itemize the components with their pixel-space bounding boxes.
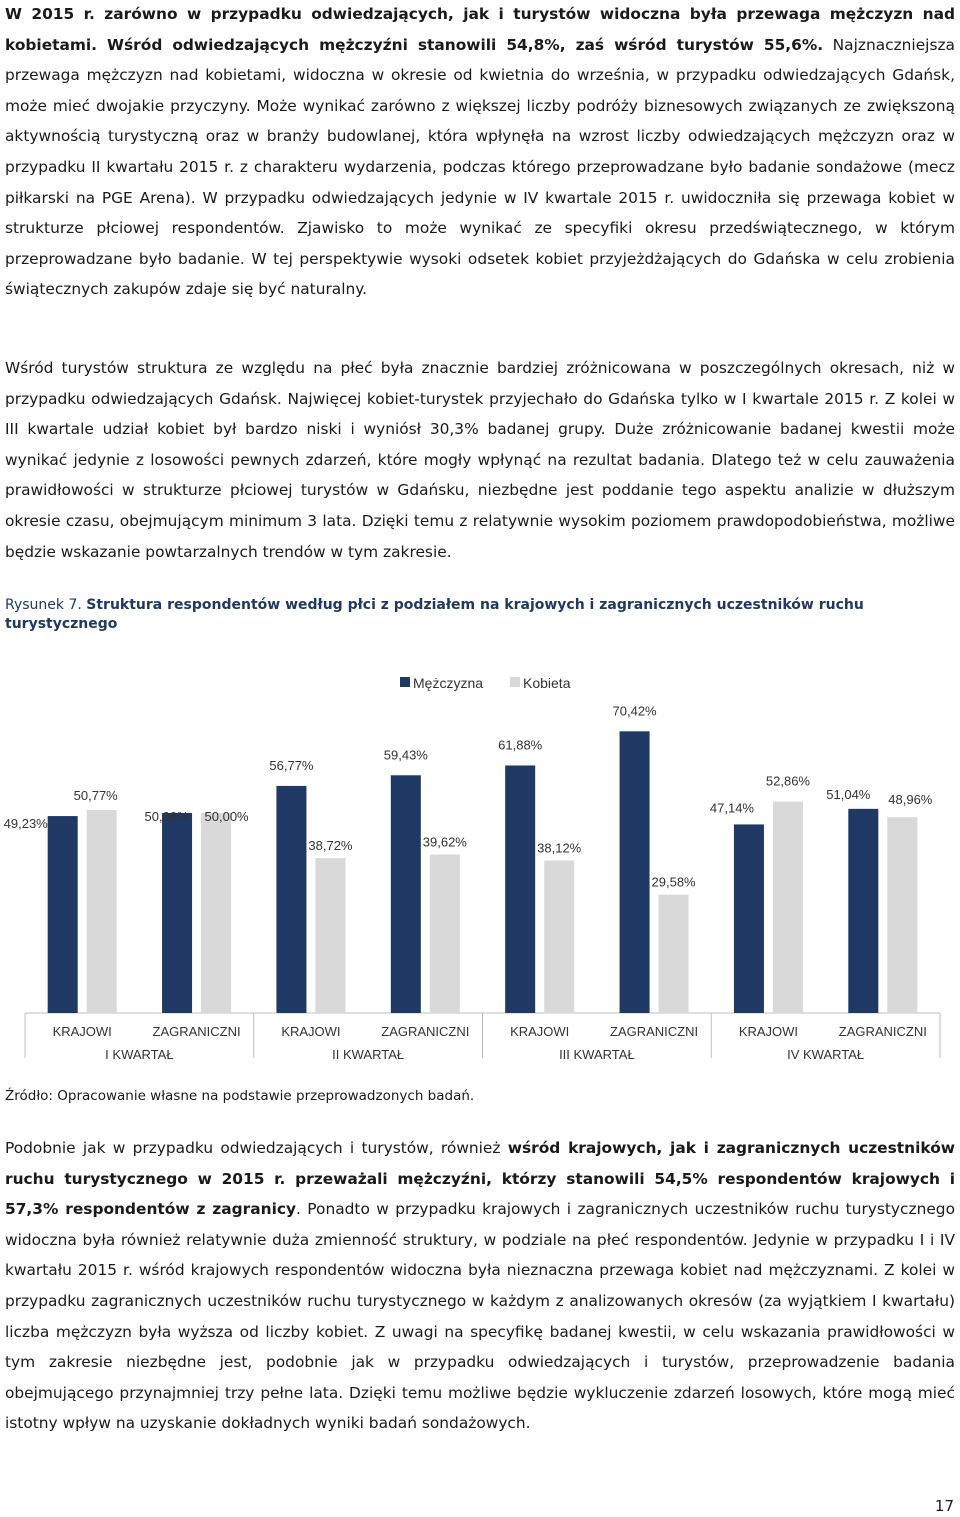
data-label-mezczyzna-3: 59,43% bbox=[383, 747, 428, 763]
category-label-3: ZAGRANICZNI bbox=[381, 1024, 470, 1039]
bar-kobieta-0 bbox=[87, 810, 117, 1013]
bar-chart-svg bbox=[0, 660, 960, 1080]
category-label-0: KRAJOWI bbox=[52, 1024, 112, 1039]
legend-swatch-1 bbox=[510, 677, 520, 687]
category-label-7: ZAGRANICZNI bbox=[838, 1024, 927, 1039]
legend-label-1: Kobieta bbox=[523, 675, 571, 691]
group-label-1: II KWARTAŁ bbox=[332, 1047, 405, 1062]
data-label-kobieta-2: 38,72% bbox=[308, 838, 353, 854]
category-label-2: KRAJOWI bbox=[281, 1024, 341, 1039]
data-label-mezczyzna-2: 56,77% bbox=[269, 757, 314, 773]
gender-structure-chart bbox=[0, 660, 960, 1080]
paragraph-1-bold: W 2015 r. zarówno w przypadku odwiedzających, jak i turystów widoczna była przewaga mężczyzn nad kobietami. Wśród odwiedzających mężczyźni stanowili 54,8%, zaś wśród turystów 55,6%. bbox=[5, 5, 955, 54]
bar-mezczyzna-1 bbox=[162, 813, 192, 1013]
paragraph-3-bold: wśród krajowych, jak i zagranicznych uczestników ruchu turystycznego w 2015 r. przeważali mężczyźni, którzy stanowili 54,5% respondentów krajowych i 57,3% respondentów z zagranicy bbox=[5, 1139, 955, 1219]
bar-mezczyzna-0 bbox=[48, 816, 78, 1013]
paragraph-2: Wśród turystów struktura ze względu na płeć była znacznie bardziej zróżnicowana w poszczególnych okresach, niż w przypadku odwiedzających Gdańsk. Najwięcej kobiet-turystek przyjechało do Gdańska tylko w I kwartale 2015 r. Z kolei w III kwartale udział kobiet był bardzo niski i wyniósł 30,3% badanej grupy. Duże zróżnicowanie badanej kwestii może wynikać jedynie z losowości pewnych zdarzeń, które mogły wpłynąć na rezultat badania. Dlatego też w celu zauważenia prawidłowości w strukturze płciowej turystów w Gdańsku, niezbędne jest poddanie tego aspektu analizie w dłuższym okresie czasu, obejmującym minimum 3 lata. Dzięki temu z relatywnie wysokim poziomem prawdopodobieństwa, możliwe będzie wskazanie powtarzalnych trendów w tym zakresie. bbox=[5, 359, 955, 561]
figure-caption bbox=[5, 596, 955, 634]
data-label-mezczyzna-6: 47,14% bbox=[709, 800, 754, 816]
data-label-kobieta-6: 52,86% bbox=[765, 773, 810, 789]
bar-mezczyzna-2 bbox=[276, 786, 306, 1013]
data-label-kobieta-0: 50,77% bbox=[73, 787, 118, 803]
paragraph-3-text-a: Podobnie jak w przypadku odwiedzających i turystów, również bbox=[5, 1139, 508, 1157]
data-label-kobieta-5: 29,58% bbox=[651, 874, 696, 890]
bar-mezczyzna-5 bbox=[620, 731, 650, 1013]
bar-kobieta-7 bbox=[887, 817, 917, 1013]
bar-kobieta-3 bbox=[430, 855, 460, 1013]
group-label-2: III KWARTAŁ bbox=[559, 1047, 635, 1062]
legend-swatch-0 bbox=[400, 677, 410, 687]
bar-mezczyzna-4 bbox=[505, 765, 535, 1013]
data-label-mezczyzna-1: 50,00% bbox=[144, 809, 189, 824]
bar-kobieta-6 bbox=[773, 802, 803, 1013]
page-number: 17 bbox=[934, 1497, 954, 1515]
figure-title: Struktura respondentów według płci z podziałem na krajowych i zagranicznych uczestników ruchu turystycznego bbox=[5, 597, 864, 632]
category-label-4: KRAJOWI bbox=[510, 1024, 570, 1039]
data-label-mezczyzna-0: 49,23% bbox=[3, 816, 48, 832]
bar-kobieta-4 bbox=[544, 861, 574, 1013]
bar-mezczyzna-6 bbox=[734, 824, 764, 1013]
category-label-5: ZAGRANICZNI bbox=[610, 1024, 699, 1039]
paragraph-1-text: Najznaczniejsza przewaga mężczyzn nad kobietami, widoczna w okresie od kwietnia do września, w przypadku odwiedzających Gdańsk, może mieć dwojakie przyczyny. Może wynikać zarówno z większej liczby podróży biznesowych związanych ze zwiększoną aktywnością turystyczną oraz w branży budowlanej, która wpłynęła na wzrost liczby odwiedzających mężczyzn oraz w przypadku II kwartału 2015 r. z charakteru wydarzenia, podczas którego przeprowadzane było badanie sondażowe (mecz piłkarski na PGE Arena). W przypadku odwiedzających jedynie w IV kwartale 2015 r. uwidoczniła się przewaga kobiet w strukturze płciowej respondentów. Zjawisko to może wynikać ze specyfiki okresu przedświątecznego, w którym przeprowadzane było badanie. W tej perspektywie wysoki odsetek kobiet przyjeżdżających do Gdańska w celu zrobienia świątecznych zakupów zdaje się być naturalny. bbox=[5, 35, 955, 299]
group-label-0: I KWARTAŁ bbox=[105, 1047, 174, 1062]
data-label-kobieta-3: 39,62% bbox=[422, 834, 467, 850]
source-note: Źródło: Opracowanie własne na podstawie przeprowadzonych badań. bbox=[5, 1088, 475, 1104]
data-label-mezczyzna-7: 51,04% bbox=[826, 786, 871, 802]
bar-kobieta-5 bbox=[659, 895, 689, 1013]
paragraph-1 bbox=[5, 0, 955, 305]
data-label-mezczyzna-5: 70,42% bbox=[612, 703, 657, 719]
legend-label-0: Mężczyzna bbox=[413, 675, 484, 691]
data-label-kobieta-7: 48,96% bbox=[888, 792, 933, 808]
bar-mezczyzna-3 bbox=[391, 775, 421, 1013]
data-label-kobieta-4: 38,12% bbox=[537, 840, 582, 856]
bar-mezczyzna-7 bbox=[848, 809, 878, 1013]
data-label-mezczyzna-4: 61,88% bbox=[498, 737, 543, 753]
category-label-1: ZAGRANICZNI bbox=[152, 1024, 241, 1039]
figure-number: Rysunek 7. bbox=[5, 597, 82, 613]
group-label-3: IV KWARTAŁ bbox=[787, 1047, 865, 1062]
paragraph-3-text-b: . Ponadto w przypadku krajowych i zagranicznych uczestników ruchu turystycznego widoczna była również relatywnie duża zmienność struktury, w podziale na płeć respondentów. Jedynie w przypadku I i IV kwartału 2015 r. wśród krajowych respondentów widoczna była nieznaczna przewaga kobiet nad mężczyznami. Z kolei w przypadku zagranicznych uczestników ruchu turystycznego w każdym z analizowanych okresów (za wyjątkiem I kwartału) liczba mężczyzn była wyższa od liczby kobiet. Z uwagi na specyfikę badanej kwestii, w celu wskazania prawidłowości w tym zakresie niezbędne jest, podobnie jak w przypadku odwiedzających i turystów, przeprowadzenie badania obejmującego przynajmniej trzy pełne lata. Dzięki temu możliwe będzie wykluczenie zdarzeń losowych, które mogą mieć istotny wpływ na uzyskanie dokładnych wyniki badań sondażowych. bbox=[5, 1200, 955, 1433]
paragraph-3 bbox=[5, 1133, 955, 1439]
bar-kobieta-1 bbox=[201, 813, 231, 1013]
bar-kobieta-2 bbox=[315, 858, 345, 1013]
category-label-6: KRAJOWI bbox=[738, 1024, 799, 1039]
data-label-kobieta-1: 50,00% bbox=[204, 809, 249, 824]
